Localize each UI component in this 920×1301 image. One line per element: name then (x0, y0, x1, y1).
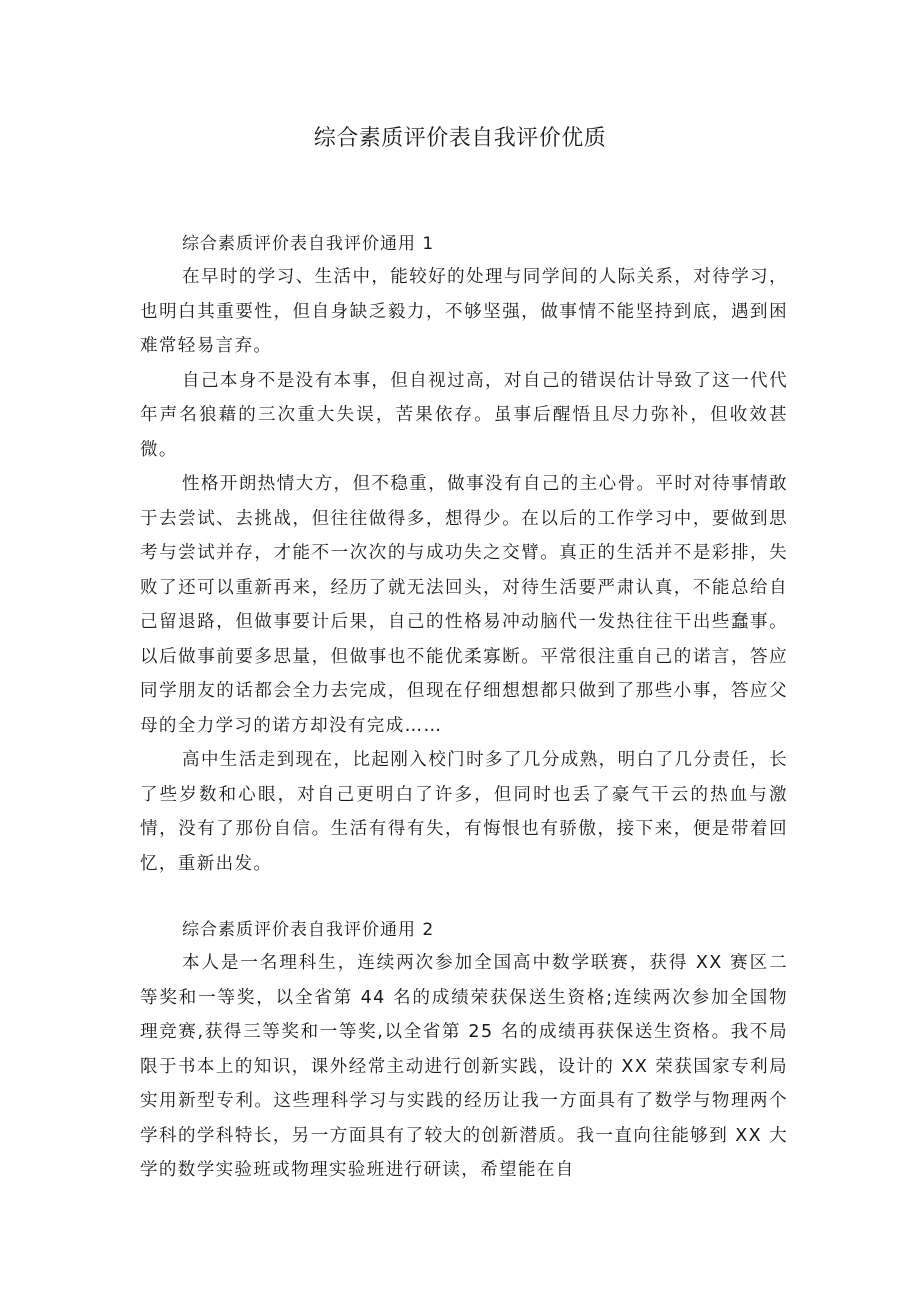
paragraph: 在早时的学习、生活中，能较好的处理与同学间的人际关系，对待学习，也明白其重要性，但自身缺乏毅力，不够坚强，做事情不能坚持到底，遇到困难常轻易言弃。 (140, 267, 788, 356)
section-1 (140, 228, 788, 881)
document-title: 综合素质评价表自我评价优质 (313, 126, 607, 151)
section-heading: 综合素质评价表自我评价通用 1 (182, 234, 435, 254)
section-2 (140, 914, 788, 1188)
paragraph: 性格开朗热情大方，但不稳重，做事没有自己的主心骨。平时对待事情敢于去尝试、去挑战，但往往做得多，想得少。在以后的工作学习中，要做到思考与尝试并存，才能不一次次的与成功失之交臂。真正的生活并不是彩排，失败了还可以重新再来，经历了就无法回头，对待生活要严肃认真，不能总给自己留退路，但做事要计后果，自己的性格易冲动脑代一发热往往干出些蠢事。以后做事前要多思量，但做事也不能优柔寡断。平常很注重自己的诺言，答应同学朋友的话都会全力去完成，但现在仔细想想都只做到了那些小事，答应父母的全力学习的诺方却没有完成…… (140, 474, 788, 736)
paragraph: 自己本身不是没有本事，但自视过高，对自己的错误估计导致了这一代代年声名狼藉的三次重大失误，苦果依存。虽事后醒悟且尽力弥补，但收效甚微。 (140, 370, 788, 460)
section-heading: 综合素质评价表自我评价通用 2 (182, 920, 435, 940)
document-body (140, 228, 788, 1188)
paragraph: 高中生活走到现在，比起刚入校门时多了几分成熟，明白了几分责任，长了些岁数和心眼，对自己更明白了许多，但同时也丢了豪气干云的热血与激情，没有了那份自信。生活有得有失，有悔恨也有骄傲，接下来，便是带着回忆，重新出发。 (140, 750, 788, 874)
paragraph: 本人是一名理科生，连续两次参加全国高中数学联赛，获得 XX 赛区二等奖和一等奖，以全省第 44 名的成绩荣获保送生资格;连续两次参加全国物理竞赛,获得三等奖和一等奖,以全省第 25 名的成绩再获保送生资格。我不局限于书本上的知识，课外经常主动进行创新实践，设计的 XX 荣获国家专利局实用新型专利。这些理科学习与实践的经历让我一方面具有了数学与物理两个学科的学科特长，另一方面具有了较大的创新潜质。我一直向往能够到 XX 大学的数学实验班或物理实验班进行研读，希望能在自 (140, 953, 788, 1180)
